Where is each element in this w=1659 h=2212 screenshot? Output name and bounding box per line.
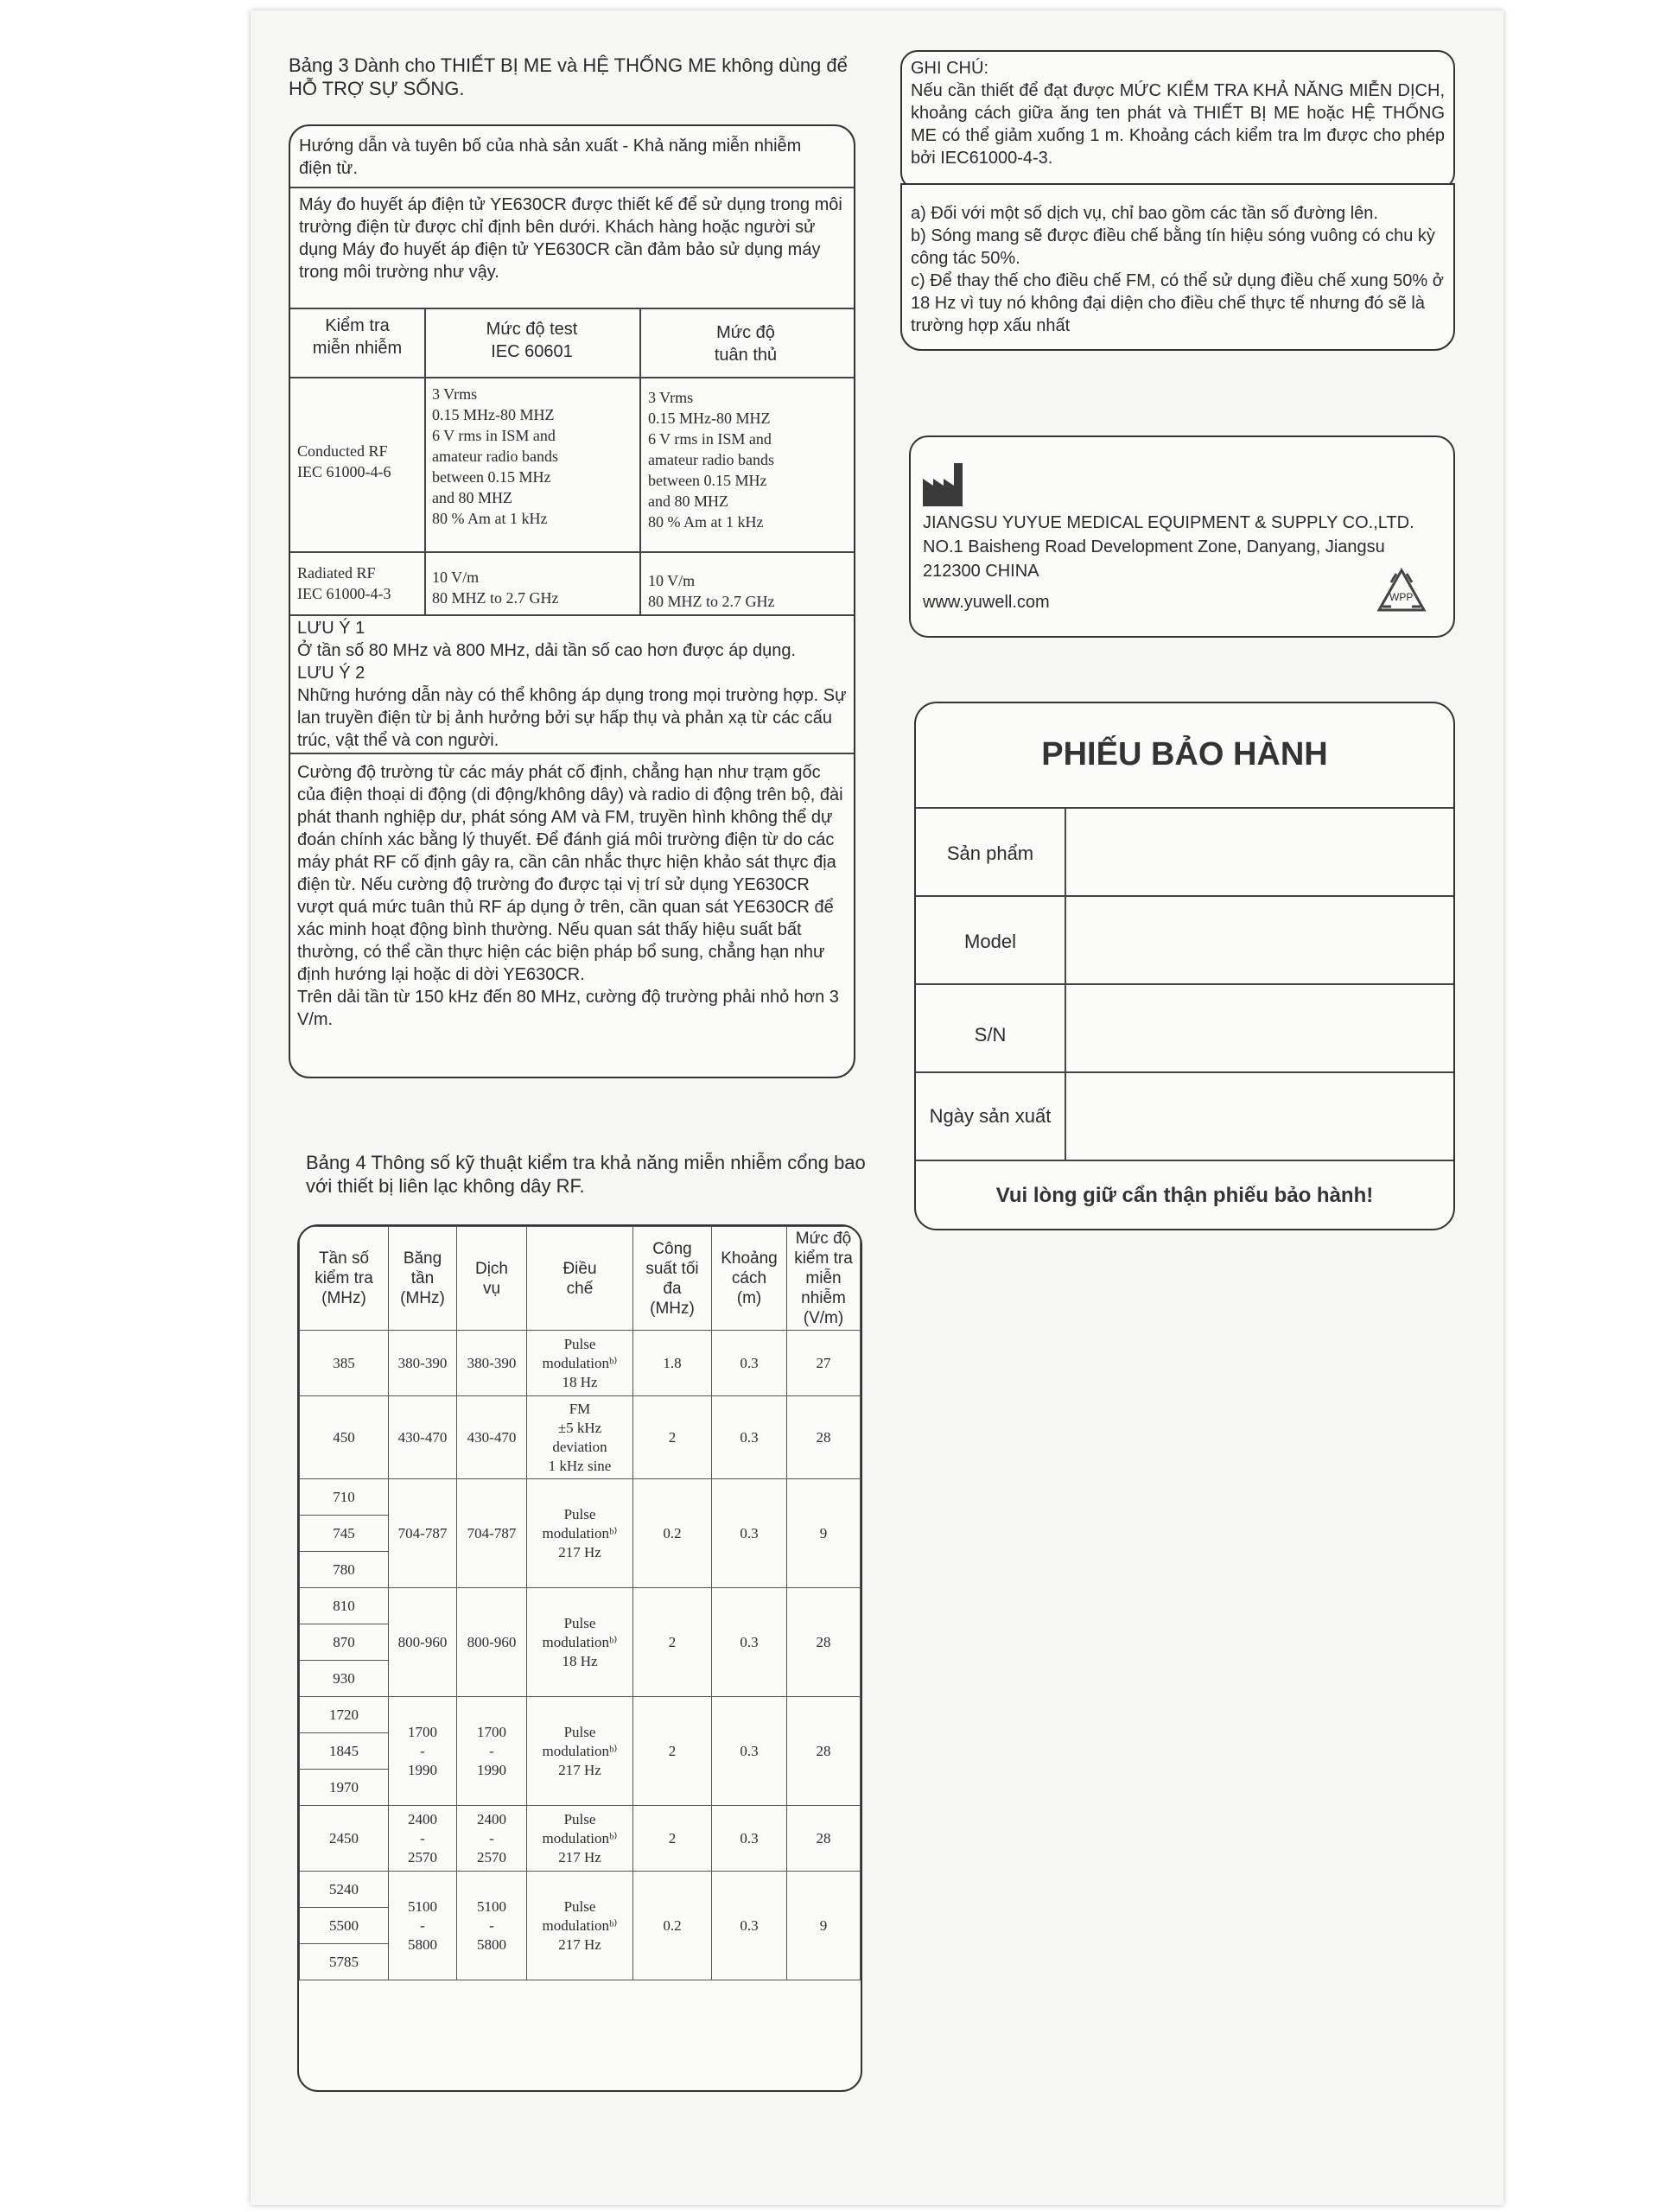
recycle-icon [1374, 565, 1429, 617]
table4-service: 1700 - 1990 [457, 1697, 527, 1806]
note-box [900, 50, 1455, 190]
table3-row2-test: Radiated RF IEC 61000-4-3 [297, 564, 391, 602]
table3-box [289, 124, 855, 1078]
table3-header-level: Mức độ test IEC 60601 [486, 320, 578, 361]
table4-band: 800-960 [389, 1588, 457, 1697]
table-row [300, 1697, 861, 1733]
table3-row1-test: Conducted RF IEC 61000-4-6 [297, 442, 391, 480]
table4-distance: 0.3 [712, 1588, 787, 1697]
table4 [299, 1226, 861, 1980]
table4-modulation: FM ±5 kHz deviation 1 kHz sine [527, 1396, 633, 1479]
table4-level: 27 [787, 1331, 861, 1396]
table4-distance: 0.3 [712, 1396, 787, 1479]
table4-freq: 2450 [300, 1806, 389, 1872]
manufacturer-address1: NO.1 Baisheng Road Development Zone, Danyang, Jiangsu [923, 537, 1385, 556]
table4-power: 2 [633, 1697, 712, 1806]
table-row [300, 1872, 861, 1908]
table4-freq: 450 [300, 1396, 389, 1479]
table4-freq: 1845 [300, 1733, 389, 1770]
table4-freq: 5240 [300, 1872, 389, 1908]
table4-freq: 1720 [300, 1697, 389, 1733]
table4-power: 0.2 [633, 1872, 712, 1980]
table4-level: 28 [787, 1697, 861, 1806]
document-sheet [251, 10, 1503, 2205]
warranty-field-product: Sản phẩm [946, 842, 1034, 864]
table4-service: 800-960 [457, 1588, 527, 1697]
table4-band: 1700 - 1990 [389, 1697, 457, 1806]
table4-service: 5100 - 5800 [457, 1872, 527, 1980]
table4-header-level: Mức độ kiểm tra miễn nhiễm (V/m) [787, 1227, 861, 1331]
footnotes-box [900, 183, 1455, 351]
table4-power: 2 [633, 1396, 712, 1479]
table4-modulation: Pulse modulationᵇ⁾ 217 Hz [527, 1872, 633, 1980]
table4-distance: 0.3 [712, 1697, 787, 1806]
table4-band: 430-470 [389, 1396, 457, 1479]
manufacturer-address2: 212300 CHINA [923, 562, 1039, 581]
table3-notes: LƯU Ý 1 Ở tần số 80 MHz và 800 MHz, dải tần số cao hơn được áp dụng. LƯU Ý 2 Những hướng dẫn này có thể không áp dụng trong mọi trường hợp. Sự lan truyền điện từ bị ảnh hưởng bởi sự hấp thụ và phản xạ từ các cấu trúc, vật thể và con người. [297, 619, 847, 750]
table4-freq: 385 [300, 1331, 389, 1396]
table4-power: 2 [633, 1806, 712, 1872]
table4-header-distance: Khoảng cách (m) [712, 1227, 787, 1331]
table4-modulation: Pulse modulationᵇ⁾ 18 Hz [527, 1331, 633, 1396]
table3-header-test: Kiểm tra miễn nhiễm [312, 316, 403, 358]
table4-header-modulation: Điều chế [527, 1227, 633, 1331]
warranty-field-sn: S/N [974, 1024, 1007, 1046]
table4-power: 0.2 [633, 1479, 712, 1588]
warranty-footer: Vui lòng giữ cẩn thận phiếu bảo hành! [995, 1184, 1374, 1207]
table3-row2-compliance: 10 V/m 80 MHZ to 2.7 GHz [648, 572, 775, 610]
table4-freq: 870 [300, 1624, 389, 1661]
table4-distance: 0.3 [712, 1872, 787, 1980]
factory-icon [921, 460, 969, 508]
table4-modulation: Pulse modulationᵇ⁾ 217 Hz [527, 1697, 633, 1806]
table4-freq: 710 [300, 1479, 389, 1516]
note-title: GHI CHÚ: [911, 59, 988, 78]
table3-row1-level: 3 Vrms 0.15 MHz-80 MHZ 6 V rms in ISM and amateur radio bands between 0.15 MHz and 80 MHZ 80 % Am at 1 kHz [432, 385, 558, 527]
table4-band: 5100 - 5800 [389, 1872, 457, 1980]
note-body: Nếu cần thiết để đạt được MỨC KIỂM TRA KHẢ NĂNG MIỄN DỊCH, khoảng cách giữa ăng ten phát và THIẾT BỊ ME hoặc HỆ THỐNG ME có thể giảm xuống 1 m. Khoảng cách kiểm tra lm được cho phép bởi IEC61000-4-3. [911, 81, 1445, 168]
warranty-field-model: Model [964, 931, 1016, 952]
table4-service: 704-787 [457, 1479, 527, 1588]
table4-freq: 810 [300, 1588, 389, 1624]
table4-level: 9 [787, 1479, 861, 1588]
table4-service: 380-390 [457, 1331, 527, 1396]
table4-power: 2 [633, 1588, 712, 1697]
recycle-label: WPP [1389, 591, 1414, 603]
manufacturer-name: JIANGSU YUYUE MEDICAL EQUIPMENT & SUPPLY CO.,LTD. [923, 513, 1414, 532]
table-row [300, 1331, 861, 1396]
table4-header-row [300, 1227, 861, 1331]
table4-service: 2400 - 2570 [457, 1806, 527, 1872]
table3-field-strength: Cường độ trường từ các máy phát cố định, chẳng hạn như trạm gốc của điện thoại di động (di động/không dây) và radio di động trên bộ, đài phát thanh nghiệp dư, phát sóng AM và FM, truyền hình không thể dự đoán chính xác bằng lý thuyết. Để đánh giá môi trường điện từ do các máy phát RF cố định gây ra, cần cân nhắc thực hiện khảo sát thực địa điện từ. Nếu cường độ trường đo được tại vị trí sử dụng YE630CR vượt quá mức tuân thủ RF áp dụng ở trên, cần quan sát YE630CR để xác minh hoạt động bình thường. Nếu quan sát thấy hiệu suất bất thường, có thể cần thực hiện các biện pháp bổ sung, chẳng hạn như định hướng lại hoặc di dời YE630CR. Trên dải tần từ 150 kHz đến 80 MHz, cường độ trường phải nhỏ hơn 3 V/m. [297, 763, 843, 1029]
table4-header-freq: Tần số kiểm tra (MHz) [300, 1227, 389, 1331]
table3-guidance: Hướng dẫn và tuyên bố của nhà sản xuất - Khả năng miễn nhiễm điện từ. [299, 137, 802, 178]
warranty-card [914, 702, 1455, 1230]
table4-band: 704-787 [389, 1479, 457, 1588]
table4-power: 1.8 [633, 1331, 712, 1396]
table4-distance: 0.3 [712, 1479, 787, 1588]
table4-freq: 5785 [300, 1944, 389, 1980]
manufacturer-box [909, 435, 1455, 638]
table4-level: 9 [787, 1872, 861, 1980]
table4-distance: 0.3 [712, 1331, 787, 1396]
table4-band: 2400 - 2570 [389, 1806, 457, 1872]
table4-box [297, 1224, 862, 2092]
table4-distance: 0.3 [712, 1806, 787, 1872]
table4-freq: 1970 [300, 1770, 389, 1806]
table4-modulation: Pulse modulationᵇ⁾ 18 Hz [527, 1588, 633, 1697]
table4-level: 28 [787, 1806, 861, 1872]
table4-modulation: Pulse modulationᵇ⁾ 217 Hz [527, 1806, 633, 1872]
table4-freq: 745 [300, 1516, 389, 1552]
table4-header-service: Dịch vụ [457, 1227, 527, 1331]
table4-header-power: Công suất tối đa (MHz) [633, 1227, 712, 1331]
warranty-title: PHIẾU BẢO HÀNH [1041, 736, 1328, 772]
table-row [300, 1588, 861, 1624]
table4-title: Bảng 4 Thông số kỹ thuật kiểm tra khả năng miễn nhiễm cổng bao với thiết bị liên lạc không dây RF. [306, 1152, 866, 1197]
table-row [300, 1806, 861, 1872]
table3-header-compliance: Mức độ tuân thủ [714, 323, 778, 365]
table4-level: 28 [787, 1588, 861, 1697]
table4-header-band: Băng tần (MHz) [389, 1227, 457, 1331]
table4-freq: 930 [300, 1661, 389, 1697]
table3-intro: Máy đo huyết áp điện tử YE630CR được thiết kế để sử dụng trong môi trường điện từ được chỉ định bên dưới. Khách hàng hoặc người sử dụng Máy đo huyết áp điện tử YE630CR cần đảm bảo sử dụng máy trong môi trường như vậy. [299, 195, 842, 282]
footnotes: a) Đối với một số dịch vụ, chỉ bao gồm các tần số đường lên. b) Sóng mang sẽ được điều chế bằng tín hiệu sóng vuông có chu kỳ công tác 50%. c) Để thay thế cho điều chế FM, có thể sử dụng điều chế xung 50% ở 18 Hz vì tuy nó không đại diện cho điều chế thực tế nhưng đó sẽ là trường hợp xấu nhất [911, 204, 1444, 335]
table4-freq: 5500 [300, 1908, 389, 1944]
table4-freq: 780 [300, 1552, 389, 1588]
table4-level: 28 [787, 1396, 861, 1479]
table3-row2-level: 10 V/m 80 MHZ to 2.7 GHz [432, 569, 559, 607]
table-row [300, 1396, 861, 1479]
table4-modulation: Pulse modulationᵇ⁾ 217 Hz [527, 1479, 633, 1588]
table3-title: Bảng 3 Dành cho THIẾT BỊ ME và HỆ THỐNG ME không dùng để HỖ TRỢ SỰ SỐNG. [289, 54, 848, 99]
table4-service: 430-470 [457, 1396, 527, 1479]
table-row [300, 1479, 861, 1516]
manufacturer-website: www.yuwell.com [923, 593, 1050, 612]
warranty-field-date: Ngày sản xuất [929, 1105, 1052, 1127]
table3-row1-compliance: 3 Vrms 0.15 MHz-80 MHZ 6 V rms in ISM and amateur radio bands between 0.15 MHz and 80 MHZ 80 % Am at 1 kHz [648, 389, 774, 531]
table4-band: 380-390 [389, 1331, 457, 1396]
